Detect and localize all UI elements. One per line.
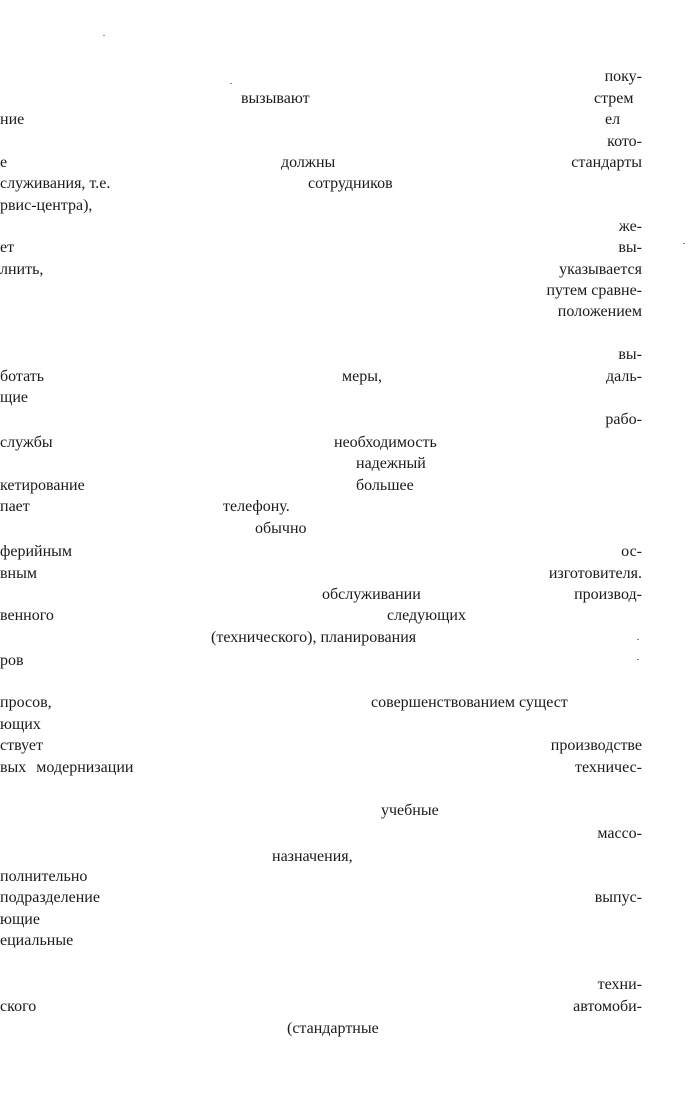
text-fragment: ециальные xyxy=(0,932,74,949)
text-fragment: ющих xyxy=(0,716,41,733)
text-fragment: ние xyxy=(0,111,25,128)
text-fragment: ферийным xyxy=(0,543,73,560)
text-fragment: кетирование xyxy=(0,477,85,494)
text-fragment: рабо- xyxy=(605,411,642,428)
text-fragment: рвис-центра), xyxy=(0,197,93,214)
text-fragment: необходимость xyxy=(334,434,437,451)
text-fragment: путем сравне- xyxy=(546,282,642,299)
text-fragment: техни- xyxy=(597,976,642,993)
text-fragment: ет xyxy=(0,239,15,256)
text-fragment: даль- xyxy=(606,368,642,385)
text-fragment: должны xyxy=(281,154,336,171)
text-fragment: учебные xyxy=(381,802,439,819)
text-fragment: массо- xyxy=(597,825,642,842)
text-fragment: же- xyxy=(618,218,642,235)
text-fragment: производстве xyxy=(550,737,642,754)
text-fragment: техничес- xyxy=(575,759,642,776)
text-fragment: лнить, xyxy=(0,261,44,278)
text-fragment: служивания, т.е. xyxy=(0,175,111,192)
text-fragment: пает xyxy=(0,498,30,515)
text-fragment: телефону. xyxy=(223,498,290,515)
text-fragment: производ- xyxy=(574,586,642,603)
text-fragment: ел xyxy=(605,111,621,128)
scan-speck xyxy=(637,639,639,640)
text-fragment: меры, xyxy=(342,368,382,385)
text-fragment: ос- xyxy=(621,543,642,560)
text-fragment: назначения, xyxy=(272,848,353,865)
text-fragment: обслуживании xyxy=(322,586,421,603)
text-fragment: просов, xyxy=(0,694,52,711)
text-fragment: венного xyxy=(0,607,54,624)
text-fragment: ющие xyxy=(0,911,40,928)
text-fragment: кото- xyxy=(607,133,642,150)
scan-speck xyxy=(637,659,639,660)
text-fragment: ботать xyxy=(0,368,45,385)
text-fragment: подразделение xyxy=(0,889,100,906)
text-fragment: вызывают xyxy=(241,90,310,107)
text-fragment: поку- xyxy=(604,68,642,85)
text-fragment: ствует xyxy=(0,737,43,754)
text-fragment: вы- xyxy=(618,239,642,256)
text-fragment: изготовителя. xyxy=(548,565,642,582)
text-fragment: надежный xyxy=(356,455,426,472)
text-fragment: выпус- xyxy=(594,889,642,906)
scan-speck xyxy=(103,35,105,36)
text-fragment: положением xyxy=(557,303,642,320)
text-fragment: (технического), планирования xyxy=(211,629,417,646)
text-fragment: указывается xyxy=(559,261,642,278)
text-fragment: ского xyxy=(0,998,37,1015)
text-fragment: щие xyxy=(0,389,28,406)
text-fragment: следующих xyxy=(387,607,466,624)
text-fragment: стандарты xyxy=(571,154,642,171)
text-fragment: сотрудников xyxy=(308,175,393,192)
text-fragment: автомоби- xyxy=(573,998,642,1015)
text-fragment: вых модернизации xyxy=(0,759,134,776)
text-fragment: вным xyxy=(0,565,37,582)
text-fragment: вы- xyxy=(618,346,642,363)
text-fragment: ров xyxy=(0,652,24,669)
scan-speck xyxy=(683,243,685,244)
text-fragment: службы xyxy=(0,434,53,451)
text-fragment: полнительно xyxy=(0,868,88,885)
text-fragment: (стандартные xyxy=(287,1020,379,1037)
text-fragment: большее xyxy=(356,477,414,494)
text-fragment: стрем xyxy=(594,90,634,107)
scan-speck xyxy=(230,83,232,84)
text-fragment: е xyxy=(0,154,8,171)
text-fragment: обычно xyxy=(255,520,307,537)
text-fragment: совершенствованием сущест xyxy=(371,694,568,711)
